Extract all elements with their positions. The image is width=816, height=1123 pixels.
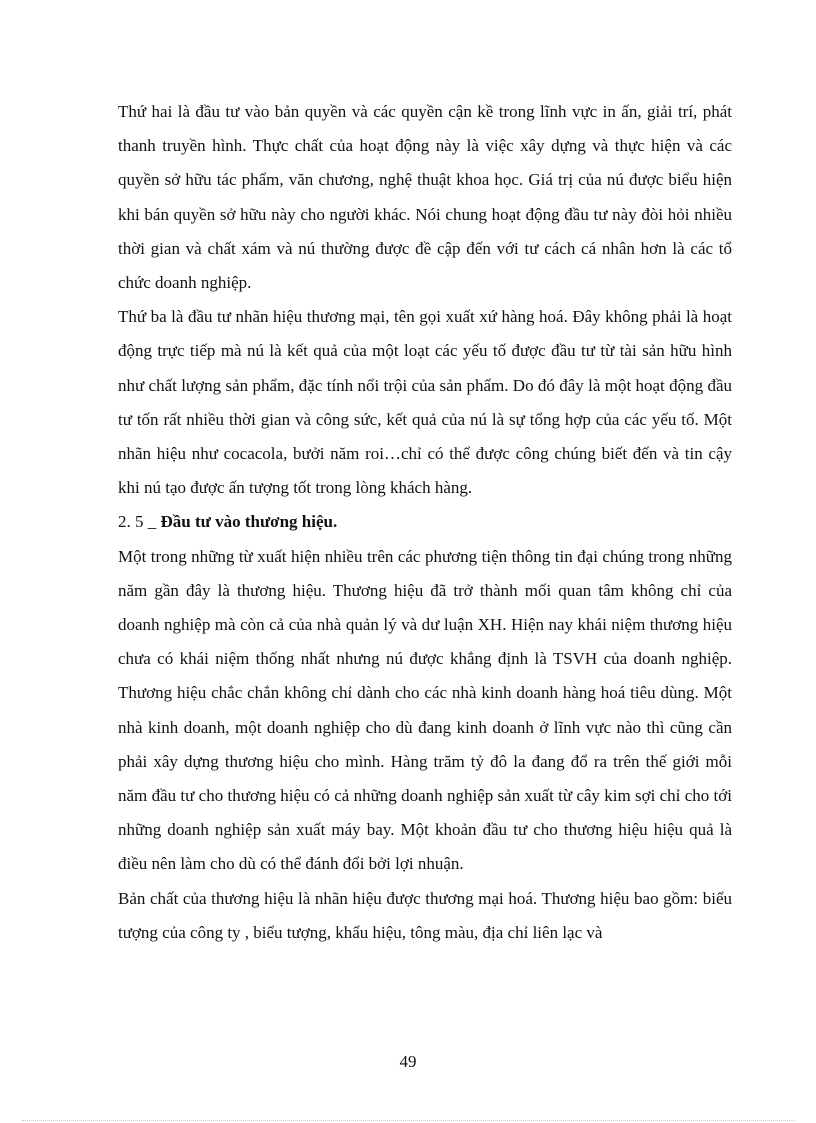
page-bottom-divider: [22, 1120, 794, 1121]
section-heading: [118, 505, 732, 539]
page-body: [118, 95, 732, 950]
paragraph-brand-nature: Bản chất của thương hiệu là nhãn hiệu được thương mại hoá. Thương hiệu bao gồm: biểu tượng của công ty , biểu tượng, khẩu hiệu, tông màu, địa chỉ liên lạc và: [118, 888, 732, 942]
paragraph-brand-overview: Một trong những từ xuất hiện nhiều trên các phương tiện thông tin đại chúng trong những năm gần đây là thương hiệu. Thương hiệu đã trở thành mối quan tâm không chỉ của doanh nghiệp mà còn cả của nhà quản lý và dư luận XH. Hiện nay khái niệm thương hiệu chưa có khái niệm thống nhất nhưng nú được khẳng định là TSVH của doanh nghiệp. Thương hiệu chắc chắn không chỉ dành cho các nhà kinh doanh hàng hoá tiêu dùng. Một nhà kinh doanh, một doanh nghiệp cho dù đang kinh doanh ở lĩnh vực nào thì cũng cần phải xây dựng thương hiệu cho mình. Hàng trăm tỷ đô la đang đổ ra trên thế giới mỗi năm đầu tư cho thương hiệu có cả những doanh nghiệp sản xuất từ cây kim sợi chỉ cho tới những doanh nghiệp sản xuất máy bay. Một khoản đầu tư cho thương hiệu hiệu quả là điều nên làm cho dù có thể đánh đổi bởi lợi nhuận.: [118, 546, 732, 874]
section-title: Đầu tư vào thương hiệu.: [160, 512, 338, 532]
paragraph-copyright-investment: Thứ hai là đầu tư vào bản quyền và các quyền cận kề trong lĩnh vực in ấn, giải trí, phát thanh truyền hình. Thực chất của hoạt động này là việc xây dựng và thực hiện và các quyền sở hữu tác phẩm, văn chương, nghệ thuật khoa học. Giá trị của nú được biểu hiện khi bán quyền sở hữu này cho người khác. Nói chung hoạt động đầu tư này đòi hỏi nhiều thời gian và chất xám và nú thường được đề cập đến với tư cách cá nhân hơn là các tổ chức doanh nghiệp.: [118, 102, 732, 293]
page-number: 49: [399, 1052, 417, 1071]
paragraph-trademark-investment: Thứ ba là đầu tư nhãn hiệu thương mại, tên gọi xuất xứ hàng hoá. Đây không phải là hoạt động trực tiếp mà nú là kết quả của một loạt các yếu tố được đầu tư từ tài sản hữu hình như chất lượng sản phẩm, đặc tính nổi trội của sản phẩm. Do đó đây là một hoạt động đầu tư tốn rất nhiều thời gian và công sức, kết quả của nú là sự tổng hợp của các yếu tố. Một nhãn hiệu như cocacola, bưởi năm roi…chỉ có thể được công chúng biết đến và tin cậy khi nú tạo được ấn tượng tốt trong lòng khách hàng.: [118, 307, 732, 498]
section-number: 2. 5 _: [118, 512, 161, 532]
